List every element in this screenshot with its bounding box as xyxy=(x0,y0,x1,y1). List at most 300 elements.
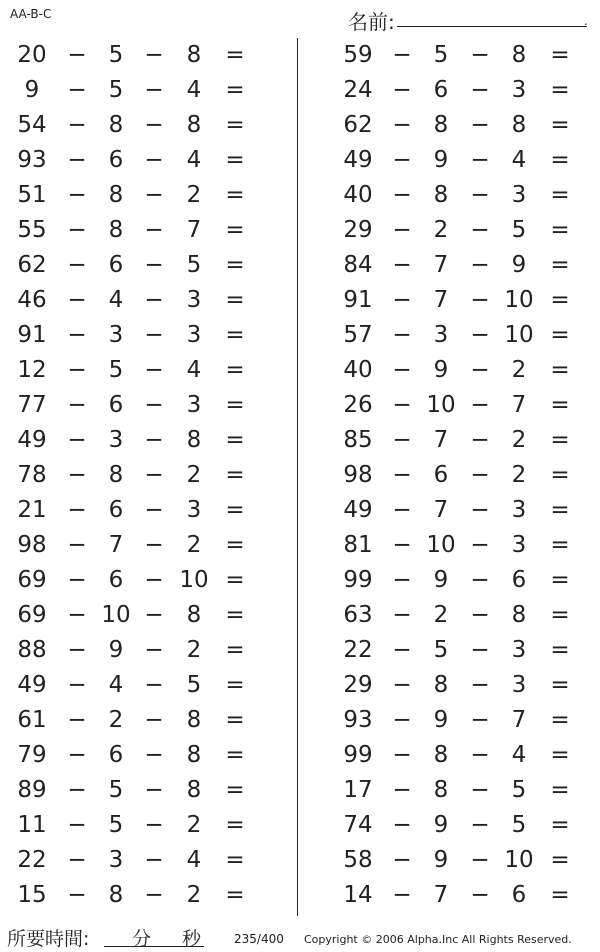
minus-sign: − xyxy=(67,847,87,873)
minuend: 61 xyxy=(17,707,47,733)
subtrahend-2: 4 xyxy=(186,847,202,873)
subtrahend-2: 8 xyxy=(511,602,527,628)
minus-sign: − xyxy=(392,357,412,383)
minus-sign: − xyxy=(67,532,87,558)
minus-sign: − xyxy=(470,42,490,68)
minuend: 49 xyxy=(17,672,47,698)
subtrahend-2: 8 xyxy=(511,112,527,138)
equals-sign: = xyxy=(550,252,570,278)
subtrahend-2: 3 xyxy=(511,497,527,523)
minuend: 12 xyxy=(17,357,47,383)
equals-sign: = xyxy=(225,357,245,383)
minus-sign: − xyxy=(67,217,87,243)
minus-sign: − xyxy=(144,427,164,453)
subtrahend-1: 6 xyxy=(433,77,449,103)
minus-sign: − xyxy=(67,777,87,803)
minuend: 17 xyxy=(343,777,373,803)
subtrahend-2: 10 xyxy=(179,567,209,593)
minus-sign: − xyxy=(67,497,87,523)
subtrahend-2: 2 xyxy=(511,427,527,453)
equals-sign: = xyxy=(225,637,245,663)
equals-sign: = xyxy=(550,637,570,663)
time-label: 所要時間: xyxy=(7,928,90,950)
subtrahend-1: 6 xyxy=(108,392,124,418)
subtrahend-1: 8 xyxy=(433,742,449,768)
minuend: 49 xyxy=(17,427,47,453)
minuend: 11 xyxy=(17,812,47,838)
minus-sign: − xyxy=(470,112,490,138)
minuend: 54 xyxy=(17,112,47,138)
minuend: 91 xyxy=(17,322,47,348)
subtrahend-1: 5 xyxy=(108,777,124,803)
subtrahend-1: 4 xyxy=(108,287,124,313)
subtrahend-2: 2 xyxy=(186,882,202,908)
minuend: 46 xyxy=(17,287,47,313)
minus-sign: − xyxy=(67,182,87,208)
minus-sign: − xyxy=(67,392,87,418)
equals-sign: = xyxy=(225,742,245,768)
subtrahend-1: 9 xyxy=(433,357,449,383)
minuend: 49 xyxy=(343,497,373,523)
equals-sign: = xyxy=(550,567,570,593)
equals-sign: = xyxy=(550,217,570,243)
minus-sign: − xyxy=(470,567,490,593)
minuend: 88 xyxy=(17,637,47,663)
subtrahend-1: 9 xyxy=(433,567,449,593)
minuend: 69 xyxy=(17,602,47,628)
equals-sign: = xyxy=(225,252,245,278)
subtrahend-1: 5 xyxy=(108,357,124,383)
subtrahend-2: 2 xyxy=(186,182,202,208)
subtrahend-1: 5 xyxy=(108,812,124,838)
equals-sign: = xyxy=(550,532,570,558)
subtrahend-1: 7 xyxy=(108,532,124,558)
worksheet-code: AA-B-C xyxy=(10,7,52,21)
minus-sign: − xyxy=(67,287,87,313)
equals-sign: = xyxy=(225,77,245,103)
minus-sign: − xyxy=(392,77,412,103)
subtrahend-1: 9 xyxy=(433,812,449,838)
minus-sign: − xyxy=(470,602,490,628)
subtrahend-2: 3 xyxy=(186,392,202,418)
minus-sign: − xyxy=(470,252,490,278)
subtrahend-2: 10 xyxy=(504,322,534,348)
subtrahend-1: 6 xyxy=(108,252,124,278)
minuend: 63 xyxy=(343,602,373,628)
equals-sign: = xyxy=(550,602,570,628)
minus-sign: − xyxy=(470,882,490,908)
subtrahend-1: 6 xyxy=(108,567,124,593)
equals-sign: = xyxy=(550,392,570,418)
minus-sign: − xyxy=(144,217,164,243)
minuend: 77 xyxy=(17,392,47,418)
minus-sign: − xyxy=(392,147,412,173)
subtrahend-1: 7 xyxy=(433,427,449,453)
subtrahend-2: 6 xyxy=(511,567,527,593)
minuend: 14 xyxy=(343,882,373,908)
minuend: 74 xyxy=(343,812,373,838)
subtrahend-1: 8 xyxy=(108,182,124,208)
minus-sign: − xyxy=(67,567,87,593)
subtrahend-1: 5 xyxy=(433,42,449,68)
subtrahend-1: 7 xyxy=(433,497,449,523)
subtrahend-2: 5 xyxy=(511,777,527,803)
minus-sign: − xyxy=(392,742,412,768)
minus-sign: − xyxy=(392,427,412,453)
minuend: 24 xyxy=(343,77,373,103)
minus-sign: − xyxy=(144,147,164,173)
minus-sign: − xyxy=(392,322,412,348)
equals-sign: = xyxy=(550,322,570,348)
subtrahend-1: 9 xyxy=(433,147,449,173)
minus-sign: − xyxy=(470,847,490,873)
subtrahend-2: 3 xyxy=(511,672,527,698)
equals-sign: = xyxy=(225,777,245,803)
minuend: 69 xyxy=(17,567,47,593)
minus-sign: − xyxy=(470,812,490,838)
subtrahend-1: 3 xyxy=(108,847,124,873)
subtrahend-2: 8 xyxy=(186,602,202,628)
equals-sign: = xyxy=(225,147,245,173)
equals-sign: = xyxy=(550,112,570,138)
name-field[interactable] xyxy=(397,26,587,27)
subtrahend-1: 4 xyxy=(108,672,124,698)
equals-sign: = xyxy=(225,497,245,523)
subtrahend-2: 10 xyxy=(504,847,534,873)
minuend: 58 xyxy=(343,847,373,873)
minutes-label: 分 xyxy=(132,928,152,950)
minus-sign: − xyxy=(67,707,87,733)
minus-sign: − xyxy=(67,462,87,488)
equals-sign: = xyxy=(550,742,570,768)
subtrahend-1: 3 xyxy=(108,427,124,453)
minus-sign: − xyxy=(144,322,164,348)
equals-sign: = xyxy=(225,812,245,838)
subtrahend-2: 2 xyxy=(186,532,202,558)
subtrahend-2: 8 xyxy=(186,777,202,803)
minus-sign: − xyxy=(67,252,87,278)
subtrahend-1: 5 xyxy=(433,637,449,663)
copyright: Copyright © 2006 Alpha.Inc All Rights Reserved. xyxy=(304,933,572,946)
minuend: 84 xyxy=(343,252,373,278)
minuend: 79 xyxy=(17,742,47,768)
minus-sign: − xyxy=(67,637,87,663)
subtrahend-2: 3 xyxy=(186,497,202,523)
equals-sign: = xyxy=(225,602,245,628)
minus-sign: − xyxy=(144,112,164,138)
minuend: 22 xyxy=(343,637,373,663)
minus-sign: − xyxy=(392,287,412,313)
equals-sign: = xyxy=(550,147,570,173)
minus-sign: − xyxy=(392,847,412,873)
minuend: 40 xyxy=(343,357,373,383)
equals-sign: = xyxy=(225,42,245,68)
equals-sign: = xyxy=(550,287,570,313)
subtrahend-1: 6 xyxy=(108,742,124,768)
minus-sign: − xyxy=(67,812,87,838)
subtrahend-2: 10 xyxy=(504,287,534,313)
equals-sign: = xyxy=(225,217,245,243)
subtrahend-1: 10 xyxy=(426,392,456,418)
equals-sign: = xyxy=(550,77,570,103)
equals-sign: = xyxy=(550,812,570,838)
minus-sign: − xyxy=(470,77,490,103)
minus-sign: − xyxy=(144,357,164,383)
minus-sign: − xyxy=(392,882,412,908)
minus-sign: − xyxy=(144,672,164,698)
minus-sign: − xyxy=(392,707,412,733)
subtrahend-1: 7 xyxy=(433,287,449,313)
minuend: 59 xyxy=(343,42,373,68)
minus-sign: − xyxy=(470,532,490,558)
minuend: 57 xyxy=(343,322,373,348)
minus-sign: − xyxy=(67,602,87,628)
subtrahend-2: 5 xyxy=(186,672,202,698)
subtrahend-2: 7 xyxy=(511,707,527,733)
subtrahend-2: 4 xyxy=(186,357,202,383)
equals-sign: = xyxy=(225,322,245,348)
minus-sign: − xyxy=(470,707,490,733)
seconds-label: 秒 xyxy=(182,928,202,950)
equals-sign: = xyxy=(225,707,245,733)
minus-sign: − xyxy=(144,532,164,558)
subtrahend-2: 2 xyxy=(511,462,527,488)
subtrahend-1: 2 xyxy=(108,707,124,733)
minuend: 26 xyxy=(343,392,373,418)
minuend: 99 xyxy=(343,567,373,593)
subtrahend-2: 5 xyxy=(511,217,527,243)
subtrahend-2: 3 xyxy=(186,287,202,313)
subtrahend-1: 8 xyxy=(433,777,449,803)
subtrahend-1: 8 xyxy=(433,182,449,208)
subtrahend-2: 4 xyxy=(186,77,202,103)
minus-sign: − xyxy=(392,567,412,593)
subtrahend-2: 5 xyxy=(186,252,202,278)
minus-sign: − xyxy=(144,847,164,873)
equals-sign: = xyxy=(225,462,245,488)
subtrahend-1: 10 xyxy=(426,532,456,558)
equals-sign: = xyxy=(550,462,570,488)
equals-sign: = xyxy=(225,532,245,558)
minus-sign: − xyxy=(392,637,412,663)
minuend: 21 xyxy=(17,497,47,523)
minus-sign: − xyxy=(144,182,164,208)
subtrahend-2: 8 xyxy=(186,42,202,68)
equals-sign: = xyxy=(550,182,570,208)
minuend: 51 xyxy=(17,182,47,208)
minus-sign: − xyxy=(144,462,164,488)
equals-sign: = xyxy=(225,427,245,453)
minus-sign: − xyxy=(67,77,87,103)
equals-sign: = xyxy=(550,777,570,803)
subtrahend-2: 4 xyxy=(186,147,202,173)
subtrahend-2: 8 xyxy=(186,742,202,768)
minus-sign: − xyxy=(470,217,490,243)
minus-sign: − xyxy=(67,322,87,348)
minuend: 29 xyxy=(343,672,373,698)
subtrahend-1: 6 xyxy=(433,462,449,488)
name-label: 名前: xyxy=(348,10,395,34)
minus-sign: − xyxy=(67,112,87,138)
subtrahend-1: 8 xyxy=(433,112,449,138)
equals-sign: = xyxy=(550,672,570,698)
minuend: 55 xyxy=(17,217,47,243)
subtrahend-1: 8 xyxy=(108,217,124,243)
equals-sign: = xyxy=(225,567,245,593)
minus-sign: − xyxy=(470,777,490,803)
minuend: 98 xyxy=(17,532,47,558)
minus-sign: − xyxy=(470,427,490,453)
subtrahend-1: 8 xyxy=(433,672,449,698)
minuend: 85 xyxy=(343,427,373,453)
equals-sign: = xyxy=(550,497,570,523)
minuend: 9 xyxy=(24,77,40,103)
subtrahend-1: 8 xyxy=(108,462,124,488)
minus-sign: − xyxy=(67,882,87,908)
minus-sign: − xyxy=(67,672,87,698)
minus-sign: − xyxy=(470,147,490,173)
subtrahend-2: 3 xyxy=(511,637,527,663)
minuend: 93 xyxy=(17,147,47,173)
minus-sign: − xyxy=(144,392,164,418)
subtrahend-1: 9 xyxy=(108,637,124,663)
subtrahend-1: 9 xyxy=(433,707,449,733)
subtrahend-1: 2 xyxy=(433,602,449,628)
minus-sign: − xyxy=(144,567,164,593)
subtrahend-1: 9 xyxy=(433,847,449,873)
minuend: 49 xyxy=(343,147,373,173)
minus-sign: − xyxy=(67,742,87,768)
equals-sign: = xyxy=(225,392,245,418)
minus-sign: − xyxy=(470,357,490,383)
minus-sign: − xyxy=(144,602,164,628)
subtrahend-2: 3 xyxy=(511,182,527,208)
subtrahend-2: 2 xyxy=(186,462,202,488)
minus-sign: − xyxy=(144,287,164,313)
minuend: 78 xyxy=(17,462,47,488)
minus-sign: − xyxy=(67,42,87,68)
minuend: 20 xyxy=(17,42,47,68)
minus-sign: − xyxy=(470,637,490,663)
subtrahend-1: 6 xyxy=(108,497,124,523)
minus-sign: − xyxy=(392,462,412,488)
subtrahend-2: 8 xyxy=(511,42,527,68)
equals-sign: = xyxy=(550,847,570,873)
subtrahend-1: 10 xyxy=(101,602,131,628)
subtrahend-1: 2 xyxy=(433,217,449,243)
minus-sign: − xyxy=(144,252,164,278)
name-line-end: . xyxy=(584,14,588,28)
minuend: 29 xyxy=(343,217,373,243)
minus-sign: − xyxy=(470,182,490,208)
minus-sign: − xyxy=(67,427,87,453)
minus-sign: − xyxy=(144,777,164,803)
minus-sign: − xyxy=(470,392,490,418)
subtrahend-2: 3 xyxy=(511,77,527,103)
minuend: 89 xyxy=(17,777,47,803)
equals-sign: = xyxy=(550,707,570,733)
subtrahend-2: 8 xyxy=(186,427,202,453)
subtrahend-1: 8 xyxy=(108,882,124,908)
subtrahend-2: 3 xyxy=(511,532,527,558)
minus-sign: − xyxy=(392,252,412,278)
minuend: 40 xyxy=(343,182,373,208)
minus-sign: − xyxy=(392,42,412,68)
equals-sign: = xyxy=(550,427,570,453)
minus-sign: − xyxy=(144,812,164,838)
minuend: 22 xyxy=(17,847,47,873)
subtrahend-1: 5 xyxy=(108,77,124,103)
minuend: 91 xyxy=(343,287,373,313)
minus-sign: − xyxy=(144,707,164,733)
equals-sign: = xyxy=(225,182,245,208)
minus-sign: − xyxy=(470,322,490,348)
minus-sign: − xyxy=(470,497,490,523)
minuend: 93 xyxy=(343,707,373,733)
subtrahend-2: 9 xyxy=(511,252,527,278)
minus-sign: − xyxy=(67,357,87,383)
subtrahend-1: 5 xyxy=(108,42,124,68)
minus-sign: − xyxy=(67,147,87,173)
subtrahend-2: 7 xyxy=(511,392,527,418)
subtrahend-2: 4 xyxy=(511,742,527,768)
equals-sign: = xyxy=(550,42,570,68)
subtrahend-1: 6 xyxy=(108,147,124,173)
subtrahend-1: 7 xyxy=(433,252,449,278)
subtrahend-1: 7 xyxy=(433,882,449,908)
equals-sign: = xyxy=(225,847,245,873)
minus-sign: − xyxy=(144,637,164,663)
minus-sign: − xyxy=(144,882,164,908)
subtrahend-2: 2 xyxy=(186,812,202,838)
subtrahend-1: 8 xyxy=(108,112,124,138)
minus-sign: − xyxy=(392,672,412,698)
subtrahend-2: 4 xyxy=(511,147,527,173)
minus-sign: − xyxy=(144,42,164,68)
equals-sign: = xyxy=(225,112,245,138)
subtrahend-1: 3 xyxy=(108,322,124,348)
subtrahend-2: 8 xyxy=(186,707,202,733)
minus-sign: − xyxy=(392,392,412,418)
minus-sign: − xyxy=(392,777,412,803)
minuend: 62 xyxy=(17,252,47,278)
subtrahend-2: 8 xyxy=(186,112,202,138)
minuend: 62 xyxy=(343,112,373,138)
minus-sign: − xyxy=(392,112,412,138)
minuend: 15 xyxy=(17,882,47,908)
subtrahend-2: 2 xyxy=(511,357,527,383)
minuend: 99 xyxy=(343,742,373,768)
subtrahend-1: 3 xyxy=(433,322,449,348)
minus-sign: − xyxy=(392,217,412,243)
equals-sign: = xyxy=(225,672,245,698)
minus-sign: − xyxy=(470,287,490,313)
minus-sign: − xyxy=(144,742,164,768)
minuend: 81 xyxy=(343,532,373,558)
subtrahend-2: 3 xyxy=(186,322,202,348)
equals-sign: = xyxy=(225,287,245,313)
minus-sign: − xyxy=(392,532,412,558)
minus-sign: − xyxy=(470,462,490,488)
equals-sign: = xyxy=(550,357,570,383)
minus-sign: − xyxy=(392,182,412,208)
minus-sign: − xyxy=(392,497,412,523)
equals-sign: = xyxy=(225,882,245,908)
column-divider xyxy=(297,38,298,916)
subtrahend-2: 5 xyxy=(511,812,527,838)
minus-sign: − xyxy=(392,602,412,628)
page-number: 235/400 xyxy=(234,932,284,946)
